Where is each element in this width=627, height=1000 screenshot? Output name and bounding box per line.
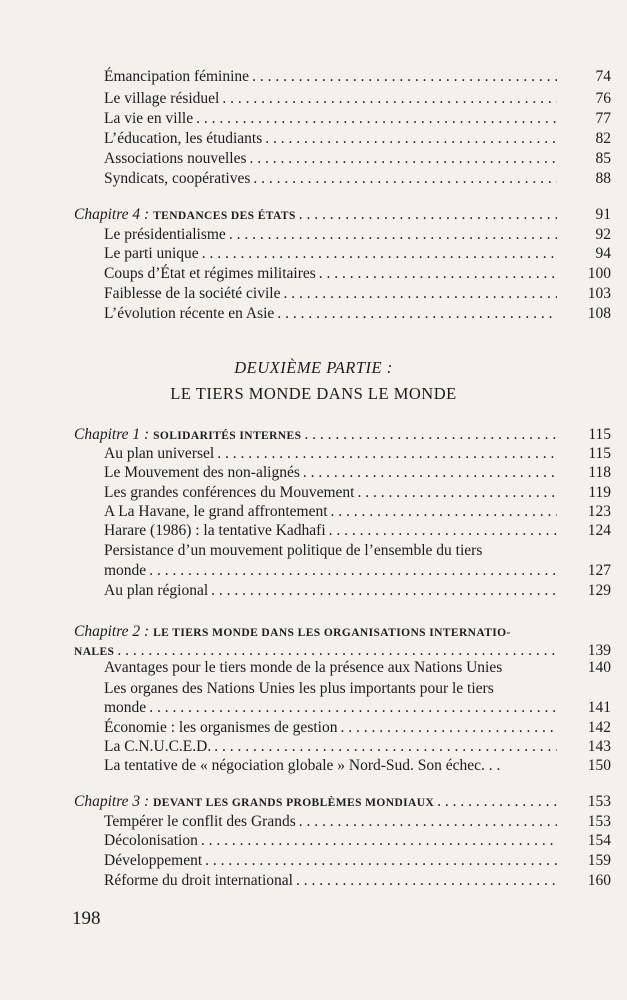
chapter-page: 91 <box>595 206 611 223</box>
chapter-page: 139 <box>587 642 611 659</box>
toc-entry-title: Au plan régional <box>104 582 209 599</box>
toc-entry-page: 85 <box>595 150 611 167</box>
toc-entry-page: 140 <box>587 659 611 676</box>
toc-entry <box>0 871 627 891</box>
leader-dots <box>205 851 557 871</box>
toc-entry-title: Tempérer le conflit des Grands <box>104 813 296 830</box>
toc-entry-title: Harare (1986) : la tentative Kadhafi <box>104 522 326 539</box>
toc-entry-title: La C.N.U.C.E.D. <box>104 738 212 755</box>
toc-entry-title: La tentative de « négociation globale » Nord-Sud. Son échec. . . <box>104 757 501 774</box>
toc-entry-page: 124 <box>587 522 611 539</box>
toc-entry <box>0 109 627 129</box>
toc-entry-page: 115 <box>588 445 611 462</box>
toc-entry <box>0 756 627 776</box>
toc-entry-title: Développement <box>104 852 203 869</box>
leader-dots <box>265 129 557 149</box>
leader-dots <box>149 561 557 581</box>
toc-entry-title: A La Havane, le grand affrontement <box>104 503 328 520</box>
leader-dots <box>277 304 557 324</box>
leader-dots <box>340 718 557 738</box>
toc-entry <box>0 561 627 581</box>
toc-entry <box>0 831 627 851</box>
chapter-heading <box>0 792 627 812</box>
toc-entry-page: 88 <box>595 170 611 187</box>
chapter-heading <box>0 425 627 445</box>
toc-entry <box>0 67 627 87</box>
leader-dots <box>196 109 557 129</box>
leader-dots <box>358 483 558 503</box>
chapter-title: LE TIERS MONDE DANS LES ORGANISATIONS INTERNATIO- <box>153 627 511 639</box>
toc-entry-line <box>0 679 627 699</box>
leader-dots <box>211 581 557 601</box>
toc-entry <box>0 225 627 245</box>
toc-entry-title: Avantages pour le tiers monde de la présence aux Nations Unies <box>104 659 503 676</box>
toc-entry-title: Le parti unique <box>104 245 199 262</box>
toc-entry-title: Les organes des Nations Unies les plus importants pour le tiers <box>104 680 494 697</box>
chapter-page: 153 <box>587 793 611 810</box>
toc-entry-page: 82 <box>595 130 611 147</box>
toc-entry-line <box>0 541 627 561</box>
toc-entry <box>0 521 627 541</box>
toc-entry <box>0 658 627 678</box>
toc-entry <box>0 718 627 738</box>
toc-entry-title: Réforme du droit international <box>104 872 293 889</box>
toc-entry-page: 118 <box>588 464 611 481</box>
leader-dots <box>229 225 557 245</box>
leader-dots <box>214 737 557 757</box>
toc-entry <box>0 581 627 601</box>
toc-entry-title: L’éducation, les étudiants <box>104 130 263 147</box>
toc-entry <box>0 264 627 284</box>
toc-entry-page: 150 <box>587 757 611 774</box>
toc-entry-title: Faiblesse de la société civile <box>104 285 281 302</box>
toc-entry-page: 160 <box>587 872 611 889</box>
toc-entry <box>0 304 627 324</box>
toc-entry-page: 143 <box>587 738 611 755</box>
page-number: 198 <box>72 908 101 929</box>
toc-entry <box>0 284 627 304</box>
toc-entry-title: Décolonisation <box>104 832 198 849</box>
leader-dots <box>331 502 557 522</box>
toc-entry-title: Persistance d’un mouvement politique de l’ensemble du tiers <box>104 542 483 559</box>
leader-dots <box>201 831 557 851</box>
leader-dots <box>296 871 557 891</box>
leader-dots <box>299 812 557 832</box>
toc-entry-page: 74 <box>595 68 611 85</box>
toc-entry-page: 127 <box>587 562 611 579</box>
chapter-label: Chapitre 3 : <box>74 793 150 810</box>
part-label: DEUXIÈME PARTIE : <box>234 358 393 377</box>
leader-dots <box>250 149 558 169</box>
toc-entry-page: 159 <box>587 852 611 869</box>
toc-entry-page: 141 <box>587 699 611 716</box>
toc-entry <box>0 169 627 189</box>
toc-entry <box>0 851 627 871</box>
leader-dots <box>202 244 557 264</box>
toc-entry-page: 108 <box>587 305 611 322</box>
toc-entry-page: 100 <box>587 265 611 282</box>
toc-entry <box>0 444 627 464</box>
leader-dots <box>329 521 557 541</box>
leader-dots <box>437 792 557 812</box>
toc-entry-page: 103 <box>587 285 611 302</box>
chapter-title: SOLIDARITÉS INTERNES <box>153 430 302 442</box>
toc-entry-title: Le Mouvement des non-alignés <box>104 464 300 481</box>
toc-entry <box>0 129 627 149</box>
toc-entry-title: Émancipation féminine <box>104 68 250 85</box>
toc-entry-title: Associations nouvelles <box>104 150 247 167</box>
chapter-title: NALES <box>74 646 115 658</box>
toc-entry-page: 94 <box>595 245 611 262</box>
toc-entry-title: L’évolution récente en Asie <box>104 305 275 322</box>
toc-entry-page: 77 <box>595 110 611 127</box>
toc-entry <box>0 89 627 109</box>
leader-dots <box>299 205 557 225</box>
toc-entry <box>0 149 627 169</box>
toc-entry <box>0 737 627 757</box>
chapter-heading <box>0 205 627 225</box>
toc-entry-title: Coups d’État et régimes militaires <box>104 265 316 282</box>
leader-dots <box>253 169 557 189</box>
toc-entry-page: 76 <box>595 90 611 107</box>
toc-entry <box>0 698 627 718</box>
leader-dots <box>217 444 557 464</box>
toc-entry-title: Le village résiduel <box>104 90 220 107</box>
toc-entry-page: 92 <box>595 226 611 243</box>
chapter-label: Chapitre 2 : <box>74 623 150 640</box>
toc-entry-title: Les grandes conférences du Mouvement <box>104 484 355 501</box>
toc-entry-title: Économie : les organismes de gestion <box>104 719 338 736</box>
toc-entry-title: La vie en ville <box>104 110 194 127</box>
part-title: LE TIERS MONDE DANS LE MONDE <box>170 384 457 403</box>
toc-entry-title: Syndicats, coopératives <box>104 170 251 187</box>
chapter-page: 115 <box>588 426 611 443</box>
toc-entry-page: 129 <box>587 582 611 599</box>
leader-dots <box>319 264 557 284</box>
leader-dots <box>222 89 557 109</box>
toc-entry <box>0 483 627 503</box>
chapter-title: DEVANT LES GRANDS PROBLÈMES MONDIAUX <box>153 797 435 809</box>
toc-entry-page: 142 <box>587 719 611 736</box>
leader-dots <box>252 67 557 87</box>
chapter-heading-line <box>0 622 627 642</box>
toc-entry-title: monde <box>104 699 147 716</box>
leader-dots <box>304 425 557 445</box>
toc-entry <box>0 463 627 483</box>
toc-entry-page: 119 <box>588 484 611 501</box>
toc-entry-title: monde <box>104 562 147 579</box>
chapter-title: TENDANCES DES ÉTATS <box>153 210 296 222</box>
toc-entry-title: Le présidentialisme <box>104 226 226 243</box>
chapter-label: Chapitre 1 : <box>74 426 150 443</box>
toc-entry <box>0 502 627 522</box>
toc-entry <box>0 812 627 832</box>
leader-dots <box>283 284 557 304</box>
toc-entry-page: 153 <box>587 813 611 830</box>
toc-entry-page: 154 <box>587 832 611 849</box>
chapter-label: Chapitre 4 : <box>74 206 150 223</box>
toc-entry <box>0 244 627 264</box>
toc-entry-title: Au plan universel <box>104 445 215 462</box>
leader-dots <box>303 463 557 483</box>
toc-entry-page: 123 <box>587 503 611 520</box>
leader-dots <box>149 698 557 718</box>
